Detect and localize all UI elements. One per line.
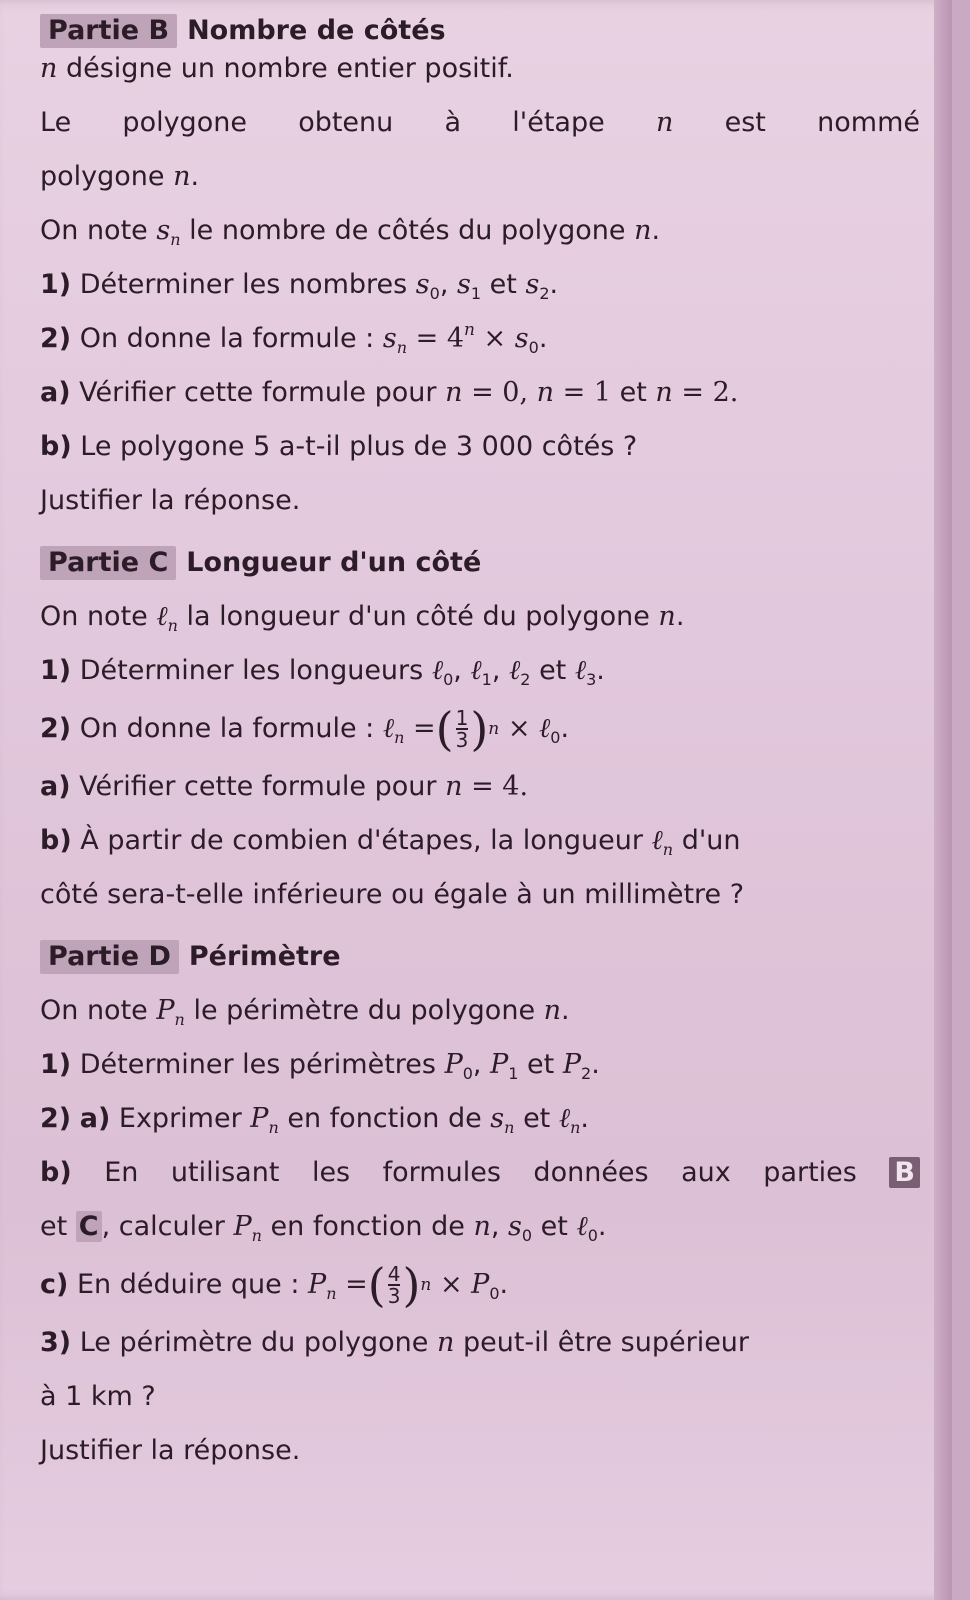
part-d-tag: Partie D [40,940,179,974]
c-question-2b-cont: côté sera-t-elle inférieure ou égale à un millimètre ? [40,879,745,910]
b-justify: Justifier la réponse. [40,485,301,516]
part-b-tag: Partie B [40,14,177,48]
b-question-1: 1) Déterminer les nombres $s_0$, $s_1$ et $s_2$. [40,269,559,303]
b-question-2: 2) On donne la formule : $s_n = 4^n \times s_0$. [40,320,548,357]
page-edge [934,0,952,1600]
d-question-3-cont: à 1 km ? [40,1381,156,1412]
c-question-2b: b) À partir de combien d'étapes, la longueur ℓ$_n$ d'un [40,825,741,859]
part-b-title: Nombre de côtés [187,15,446,46]
part-c-reference-box: C [76,1211,102,1242]
d-justify: Justifier la réponse. [40,1435,301,1466]
exercise-content [40,14,920,1468]
d-question-1: 1) Déterminer les périmètres $P_0$, $P_1$ et $P_2$. [40,1049,600,1083]
d-question-2b: b) En utilisant les formules données aux parties B [40,1156,920,1190]
d-question-2c: c) En déduire que : $P_n$ = ( $\frac{4}{3}$ ) n × $P_0$ . [40,1258,509,1312]
part-b-heading [40,14,920,48]
c-question-2: 2) On donne la formule : ℓ$_n$ = ( $\frac{1}{3}$ ) n × ℓ$_0$ . [40,702,570,756]
c-intro: On note ℓ$_n$ la longueur d'un côté du polygone n. [40,601,685,635]
c-question-1: 1) Déterminer les longueurs ℓ$_0$, ℓ$_1$, ℓ$_2$ et ℓ$_3$. [40,655,605,689]
part-d-title: Périmètre [188,941,341,972]
b-intro-4: On note $s_n$ le nombre de côtés du polygone n. [40,215,661,249]
d-intro: On note $P_n$ le périmètre du polygone n. [40,995,570,1029]
d-question-3: 3) Le périmètre du polygone n peut-il être supérieur [40,1327,750,1358]
b-question-2b: b) Le polygone 5 a-t-il plus de 3 000 côtés ? [40,431,638,462]
b-question-2a: a) Vérifier cette formule pour n = 0, n = 1 et n = 2. [40,377,739,408]
b-intro-1: n désigne un nombre entier positif. [40,53,514,84]
d-question-2a: 2) a) Exprimer $P_n$ en fonction de $s_n$ et ℓ$_n$. [40,1103,590,1137]
part-b-reference-box: B [889,1157,920,1188]
part-c-tag: Partie C [40,546,176,580]
b-intro-3: polygone n. [40,161,200,192]
d-question-2b-cont: et C , calculer $P_n$ en fonction de n, $s_0$ et ℓ$_0$. [40,1211,607,1245]
part-c-title: Longueur d'un côté [186,547,482,578]
part-d-heading [40,940,920,974]
b-intro-2: Le polygone obtenu à l'étape n est nommé [40,107,920,138]
c-question-2a: a) Vérifier cette formule pour n = 4. [40,771,529,802]
part-c-heading [40,546,920,580]
